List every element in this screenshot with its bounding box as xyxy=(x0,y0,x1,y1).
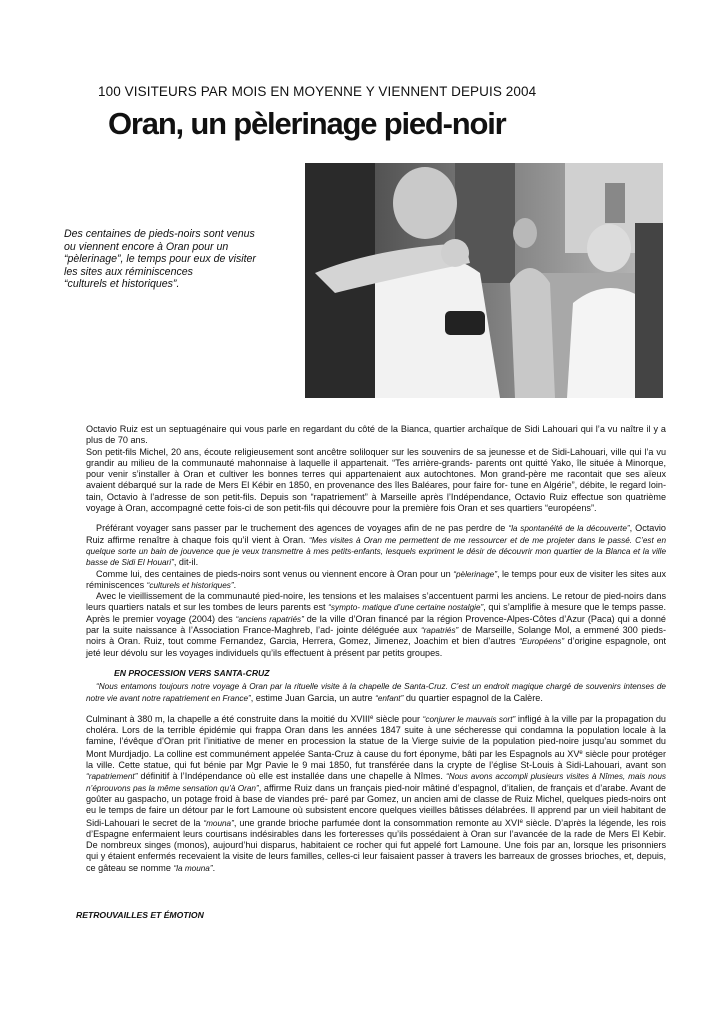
lede-line: “pèlerinage”, le temps pour eux de visiter xyxy=(64,253,256,266)
quote: “Mes visites à Oran me permettent de me ressourcer et de me projeter dans le passé. C’est en quelque sorte un bain de jouvence que je veux transmettre à mes petits-enfants, lesquels expriment le désir de découvrir mon quartier de la Blanca et la ville basse de Sidi El Houari” xyxy=(86,535,666,568)
subheading: EN PROCESSION VERS SANTA-CRUZ xyxy=(114,667,270,678)
quote: “rapatriés” xyxy=(420,626,459,636)
text: . xyxy=(233,579,237,590)
text: siècle pour xyxy=(373,713,423,724)
text: . xyxy=(212,862,216,873)
article-photo xyxy=(305,163,663,398)
quote: “mouna” xyxy=(203,818,234,828)
quote: “Nous entamons toujours notre voyage à Oran par la rituelle visite à la chapelle de Santa-Cruz. C’est un endroit magique chargé de souvenirs intenses de notre vie avant notre rapatriement en France” xyxy=(86,682,666,703)
quote: “la mouna” xyxy=(173,863,213,873)
text: , une grande brioche parfumée dont la consommation remonte au XVI xyxy=(233,817,520,828)
superscript: e xyxy=(579,749,583,756)
text: siècle pour protéger la ville. Cette statue, qui fut bénie par Mgr Pavie le 9 mai 1850, fut transférée dans la crypte de l’église St-Louis à Sidi-Lahouari, avant son xyxy=(86,748,666,771)
quote: “sympto- matique d’une certaine nostalgie” xyxy=(328,603,484,613)
text: , dit-il. xyxy=(173,557,199,568)
article-body xyxy=(86,424,666,883)
text: , qui s’amplifie à mesure que le temps passe. Après le premier voyage (2004) des xyxy=(86,602,667,624)
quote: “conjurer le mauvais sort” xyxy=(422,714,516,724)
lede-line: les sites aux réminiscences xyxy=(64,265,193,278)
headline: Oran, un pèlerinage pied-noir xyxy=(108,106,506,141)
subheading: RETROUVAILLES ET ÉMOTION xyxy=(76,910,204,920)
superscript: e xyxy=(519,818,523,825)
paragraph xyxy=(86,713,666,874)
quote: “culturels et historiques” xyxy=(146,580,234,590)
lede-line: “culturels et historiques”. xyxy=(64,278,180,291)
text: , Octavio Ruiz affirme renaître à chaque fois qu’il vient à Oran. xyxy=(86,523,666,545)
quote: “pèlerinage” xyxy=(453,569,497,579)
quote: “anciens rapatriés” xyxy=(235,614,304,624)
quote: “rapatriement” xyxy=(86,772,138,782)
quote: “Européens” xyxy=(519,637,565,647)
text: siècle. D’après la légende, les rois d’Espagne enfermaient leurs courtisans indésirables dans les forteresses qu’ils possédaient à Oran sur l’avancée de la rade de Mers El Kebir. De nombreux singes (monos), aujourd’hui disparus, habitaient ce rocher qui fut appelé fort Lamoune. Une fois par an, lorsque les prisonniers qui y étaient enfermés recevaient la visite de leurs familles, celles-ci leur faisaient passer à travers les barreaux de grosses brioches, et, depuis, ce gâteau se nomme xyxy=(86,817,666,873)
paragraph xyxy=(86,569,666,592)
paragraph: Son petit-fils Michel, 20 ans, écoute religieusement sont ancêtre soliloquer sur les souvenirs de sa jeunesse et de Sidi-Lahouari, ville qui l’a vu grandir au milieu de la communauté mahonnaise à laquelle il appartenait. “Tes arrière-grands- parents ont quitté Yako, île située à Minorque, pour venir s’installer à Oran et cultiver les bonnes terres qui appartenaient aux autochtones. Mon grand-père me racontait que ses aïeux avaient débarqué sur la rade de Mers El Kébir en 1850, en provenance des îles Baléares, pour faire for- tune en Algérie”, débite, le regard loin- tain, Octavio à l’adresse de son petit-fils. Depuis son “rapatriement” à Marseille après l’Indépendance, Octavio Ruiz effectue son quatrième voyage à Oran, accompagné cette fois-ci de son petit-fils qui découvre pour la première fois Oran et ses quartiers “européens”. xyxy=(86,446,666,514)
paragraph xyxy=(86,523,666,568)
text: , estime Juan Garcia, un autre xyxy=(250,692,376,703)
paragraph: Octavio Ruiz est un septuagénaire qui vous parle en regardant du côté de la Bianca, quartier archaïque de Sidi Lahouari qui l’a vu naître il y a plus de 70 ans. xyxy=(86,424,666,446)
text: de Marseille, Solange Mol, a emmené 300 pieds-noirs à Oran. Ruiz, tout comme Fernandez, Garcia, Herrera, Gomez, Jimenez, Joachim et bien d’autres xyxy=(86,625,667,647)
paragraph xyxy=(86,681,666,704)
quote: “enfant” xyxy=(375,693,404,703)
text: d’origine espagnole, ont jeté leur dévolu sur les voyages individuels qu’ils effectuent à présent par petits groupes. xyxy=(86,636,666,658)
text: infligé à la ville par la propagation du choléra. Lors de la terrible épidémie qui frappa Oran dans les années 1847 suite à une sécheresse qui condamna la population locale à la famine, l’évêque d’Oran prit l’initiative de mener en procession la statue de la Vierge suivie de la population pied-noire jusqu’au sommet du Mont Murdjadjo. La colline est communément appelée Santa-Cruz à cause du fort éponyme, bâti par les Espagnols au XV xyxy=(86,713,666,759)
text: du quartier espagnol de la Calère. xyxy=(403,692,543,703)
text: Culminant à 380 m, la chapelle a été construite dans la moitié du XVIII xyxy=(86,713,371,724)
quote: “la spontanéité de la découverte” xyxy=(508,524,630,534)
superscript: e xyxy=(370,714,374,721)
lede-line: ou viennent encore à Oran pour un xyxy=(64,240,229,253)
text: de la ville d’Oran financé par la région Provence-Alpes-Côtes d’Azur (Paca) qui a donné par la suite naissance à l’Association France-Maghreb, l’ad- jointe déléguée aux xyxy=(86,613,666,636)
lede xyxy=(64,228,274,291)
text: Comme lui, des centaines de pieds-noirs sont venus ou viennent encore à Oran pour un xyxy=(96,568,454,579)
text: Préférant voyager sans passer par le truchement des agences de voyages afin de ne pas perdre de xyxy=(96,523,509,534)
text: Avec le vieillissement de la communauté pied-noire, les tensions et les malaises s’accentuent parmi les anciens. Le retour de pied-noirs dans leurs quartiers natals et sur les tombes de leurs parents est xyxy=(86,591,666,613)
text: définitif à l’Indépendance où elle est installée dans une chapelle à Nîmes. xyxy=(137,771,446,782)
text: , le temps pour eux de visiter les sites aux réminiscences xyxy=(86,568,666,590)
lede-line: Des centaines de pieds-noirs sont venus xyxy=(64,228,255,240)
paragraph xyxy=(86,591,666,659)
quote: “Nous avons accompli plusieurs visites à Nîmes, mais nous n’éprouvons pas la même sensation qu’à Oran” xyxy=(86,772,666,793)
text: , affirme Ruiz dans un français pied-noir mâtiné d’espagnol, d’italien, de français et d’arabe. Avant de goûter au gaspacho, un potage froid à base de viandes pré- paré par Gomez, un ancien ami de classe de Ruiz Michel, quelques pieds-noirs ont eu le temps de faire un détour par le fort Lamoune où subsistent encore quelques vieilles bâtisses délabrées. Il apprend par un vieil habitant de Sidi-Lahouari le secret de la xyxy=(86,782,666,828)
kicker: 100 VISITEURS PAR MOIS EN MOYENNE Y VIENNENT DEPUIS 2004 xyxy=(98,84,537,99)
